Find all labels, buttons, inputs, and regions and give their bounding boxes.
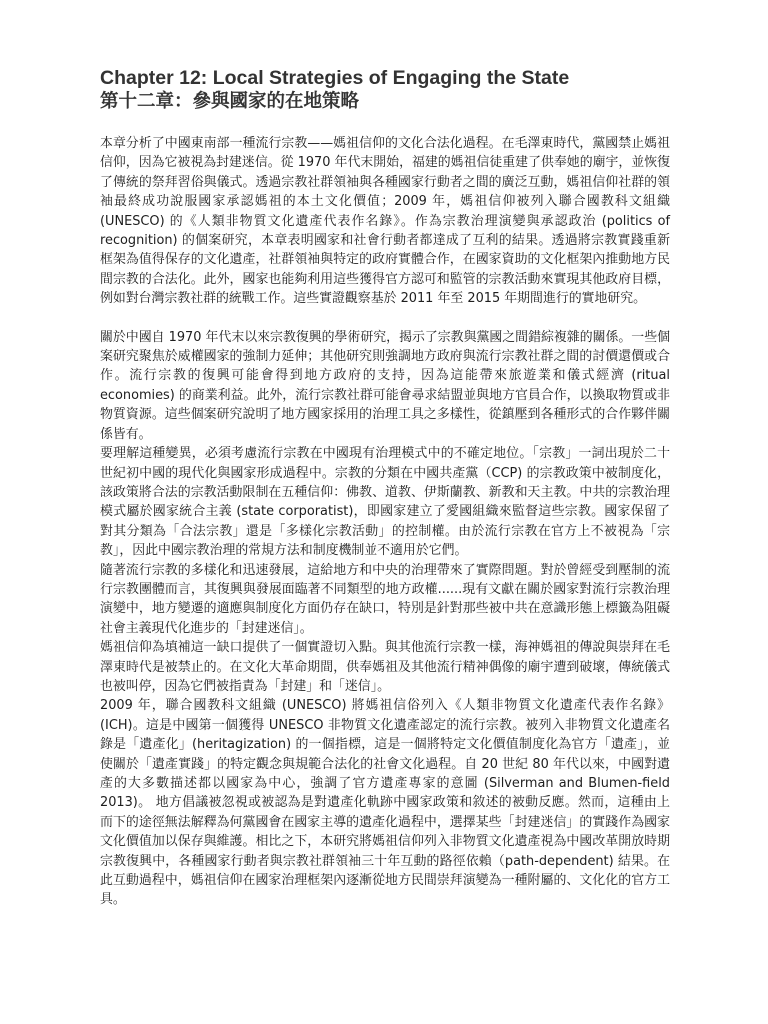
paragraph-literature: 關於中國自 1970 年代末以來宗教復興的學術研究，揭示了宗教與黨國之間錯綜複雜的關係。一些個案研究聚焦於威權國家的強制力延伸；其他研究則強調地方政府與流行宗教社群之間的討價還價或合作。流行宗教的復興可能會得到地方政府的支持，因為這能帶來旅遊業和儀式經濟 (ritual economies) 的商業利益。此外，流行宗教社群可能會尋求結盟並與地方官員合作，以換取物質或非物質資源。這些個案研究說明了地方國家採用的治理工具之多樣性，從鎮壓到各種形式的合作夥伴關係皆有。 [100, 329, 670, 442]
paragraph-unesco: 2009 年，聯合國教科文組織 (UNESCO) 將媽祖信俗列入《人類非物質文化遺產代表作名錄》(ICH)。這是中國第一個獲得 UNESCO 非物質文化遺產認定的流行宗教。被列入非物質文化遺產名錄是「遺產化」(heritagization) 的一個指標，這是一個將特定文化價值制度化為官方「遺產」，並使關於「遺產實踐」的特定觀念與規範合法化的社會文化過程。自 20 世紀 80 年代以來，中國對遺產的大多數描述都以國家為中心，強調了官方遺產專家的意圖 (Silverman and Blumen-field 2013)。 地方倡議被忽視或被認為是對遺產化軌跡中國家政策和敘述的被動反應。然而，這種由上而下的途徑無法解釋為何黨國會在國家主導的遺產化過程中，選擇某些「封建迷信」的實踐作為國家文化價值加以保存與維護。相比之下，本研究將媽祖信仰列入非物質文化遺產視為中國改革開放時期宗教復興中，各種國家行動者與宗教社群領袖三十年互動的路徑依賴（path-dependent) 結果。在此互動過程中，媽祖信仰在國家治理框架內逐漸從地方民間崇拜演變為一種附屬的、文化化的官方工具。 [100, 698, 670, 908]
paragraph-mazu-entry: 媽祖信仰為填補這一缺口提供了一個實證切入點。與其他流行宗教一樣，海神媽祖的傳說與崇拜在毛澤東時代是被禁止的。在文化大革命期間，供奉媽祖及其他流行精神偶像的廟宇遭到破壞，傳統儀式也被叫停，因為它們被指責為「封建」和「迷信」。 [100, 640, 670, 694]
chapter-title-chinese: 第十二章：參與國家的在地策略 [100, 91, 360, 112]
chapter-title-english: Chapter 12: Local Strategies of Engaging the State [100, 67, 570, 89]
paragraph-spacer [100, 309, 670, 328]
document-page [100, 66, 670, 910]
paragraph-gap: 隨著流行宗教的多樣化和迅速發展，這給地方和中央的治理帶來了實際問題。對於曾經受到壓制的流行宗教團體而言，其復興與發展面臨著不同類型的地方政權......現有文獻在關於國家對流行宗教治理演變中，地方變遷的適應與制度化方面仍存在缺口，特別是針對那些被中共在意識形態上標籤為阻礙社會主義現代化進步的「封建迷信」。 [100, 562, 670, 636]
paragraph-variation: 要理解這種變異，必須考慮流行宗教在中國現有治理模式中的不確定地位。「宗教」一詞出現於二十世紀初中國的現代化與國家形成過程中。宗教的分類在中國共產黨（CCP) 的宗教政策中被制度化，該政策將合法的宗教活動限制在五種信仰：佛教、道教、伊斯蘭教、新教和天主教。中共的宗教治理模式屬於國家統合主義 (state corporatist)，即國家建立了愛國組織來監督這些宗教。國家保留了對其分類為「合法宗教」還是「多樣化宗教活動」的控制權。由於流行宗教在官方上不被視為「宗教」，因此中國宗教治理的常規方法和制度機制並不適用於它們。 [100, 446, 670, 559]
paragraph-abstract: 本章分析了中國東南部一種流行宗教——媽祖信仰的文化合法化過程。在毛澤東時代，黨國禁止媽祖信仰，因為它被視為封建迷信。從 1970 年代末開始，福建的媽祖信徒重建了供奉她的廟宇，並恢復了傳統的祭拜習俗與儀式。透過宗教社群領袖與各種國家行動者之間的廣泛互動，媽祖信仰社群的領袖最終成功說服國家承認媽祖的本土文化價值；2009 年，媽祖信仰被列入聯合國教科文組織 (UNESCO) 的《人類非物質文化遺產代表作名錄》。作為宗教治理演變與承認政治 (politics of recognition) 的個案研究，本章表明國家和社會行動者都達成了互利的結果。透過將宗教實踐重新框架為值得保存的文化遺產，社群領袖與特定的政府實體合作，在國家資助的文化框架內推動地方民間宗教的合法化。此外，國家也能夠利用這些獲得官方認可和監管的宗教活動來實現其他政府目標，例如對台灣宗教社群的統戰工作。這些實證觀察基於 2011 年至 2015 年期間進行的實地研究。 [100, 136, 670, 307]
